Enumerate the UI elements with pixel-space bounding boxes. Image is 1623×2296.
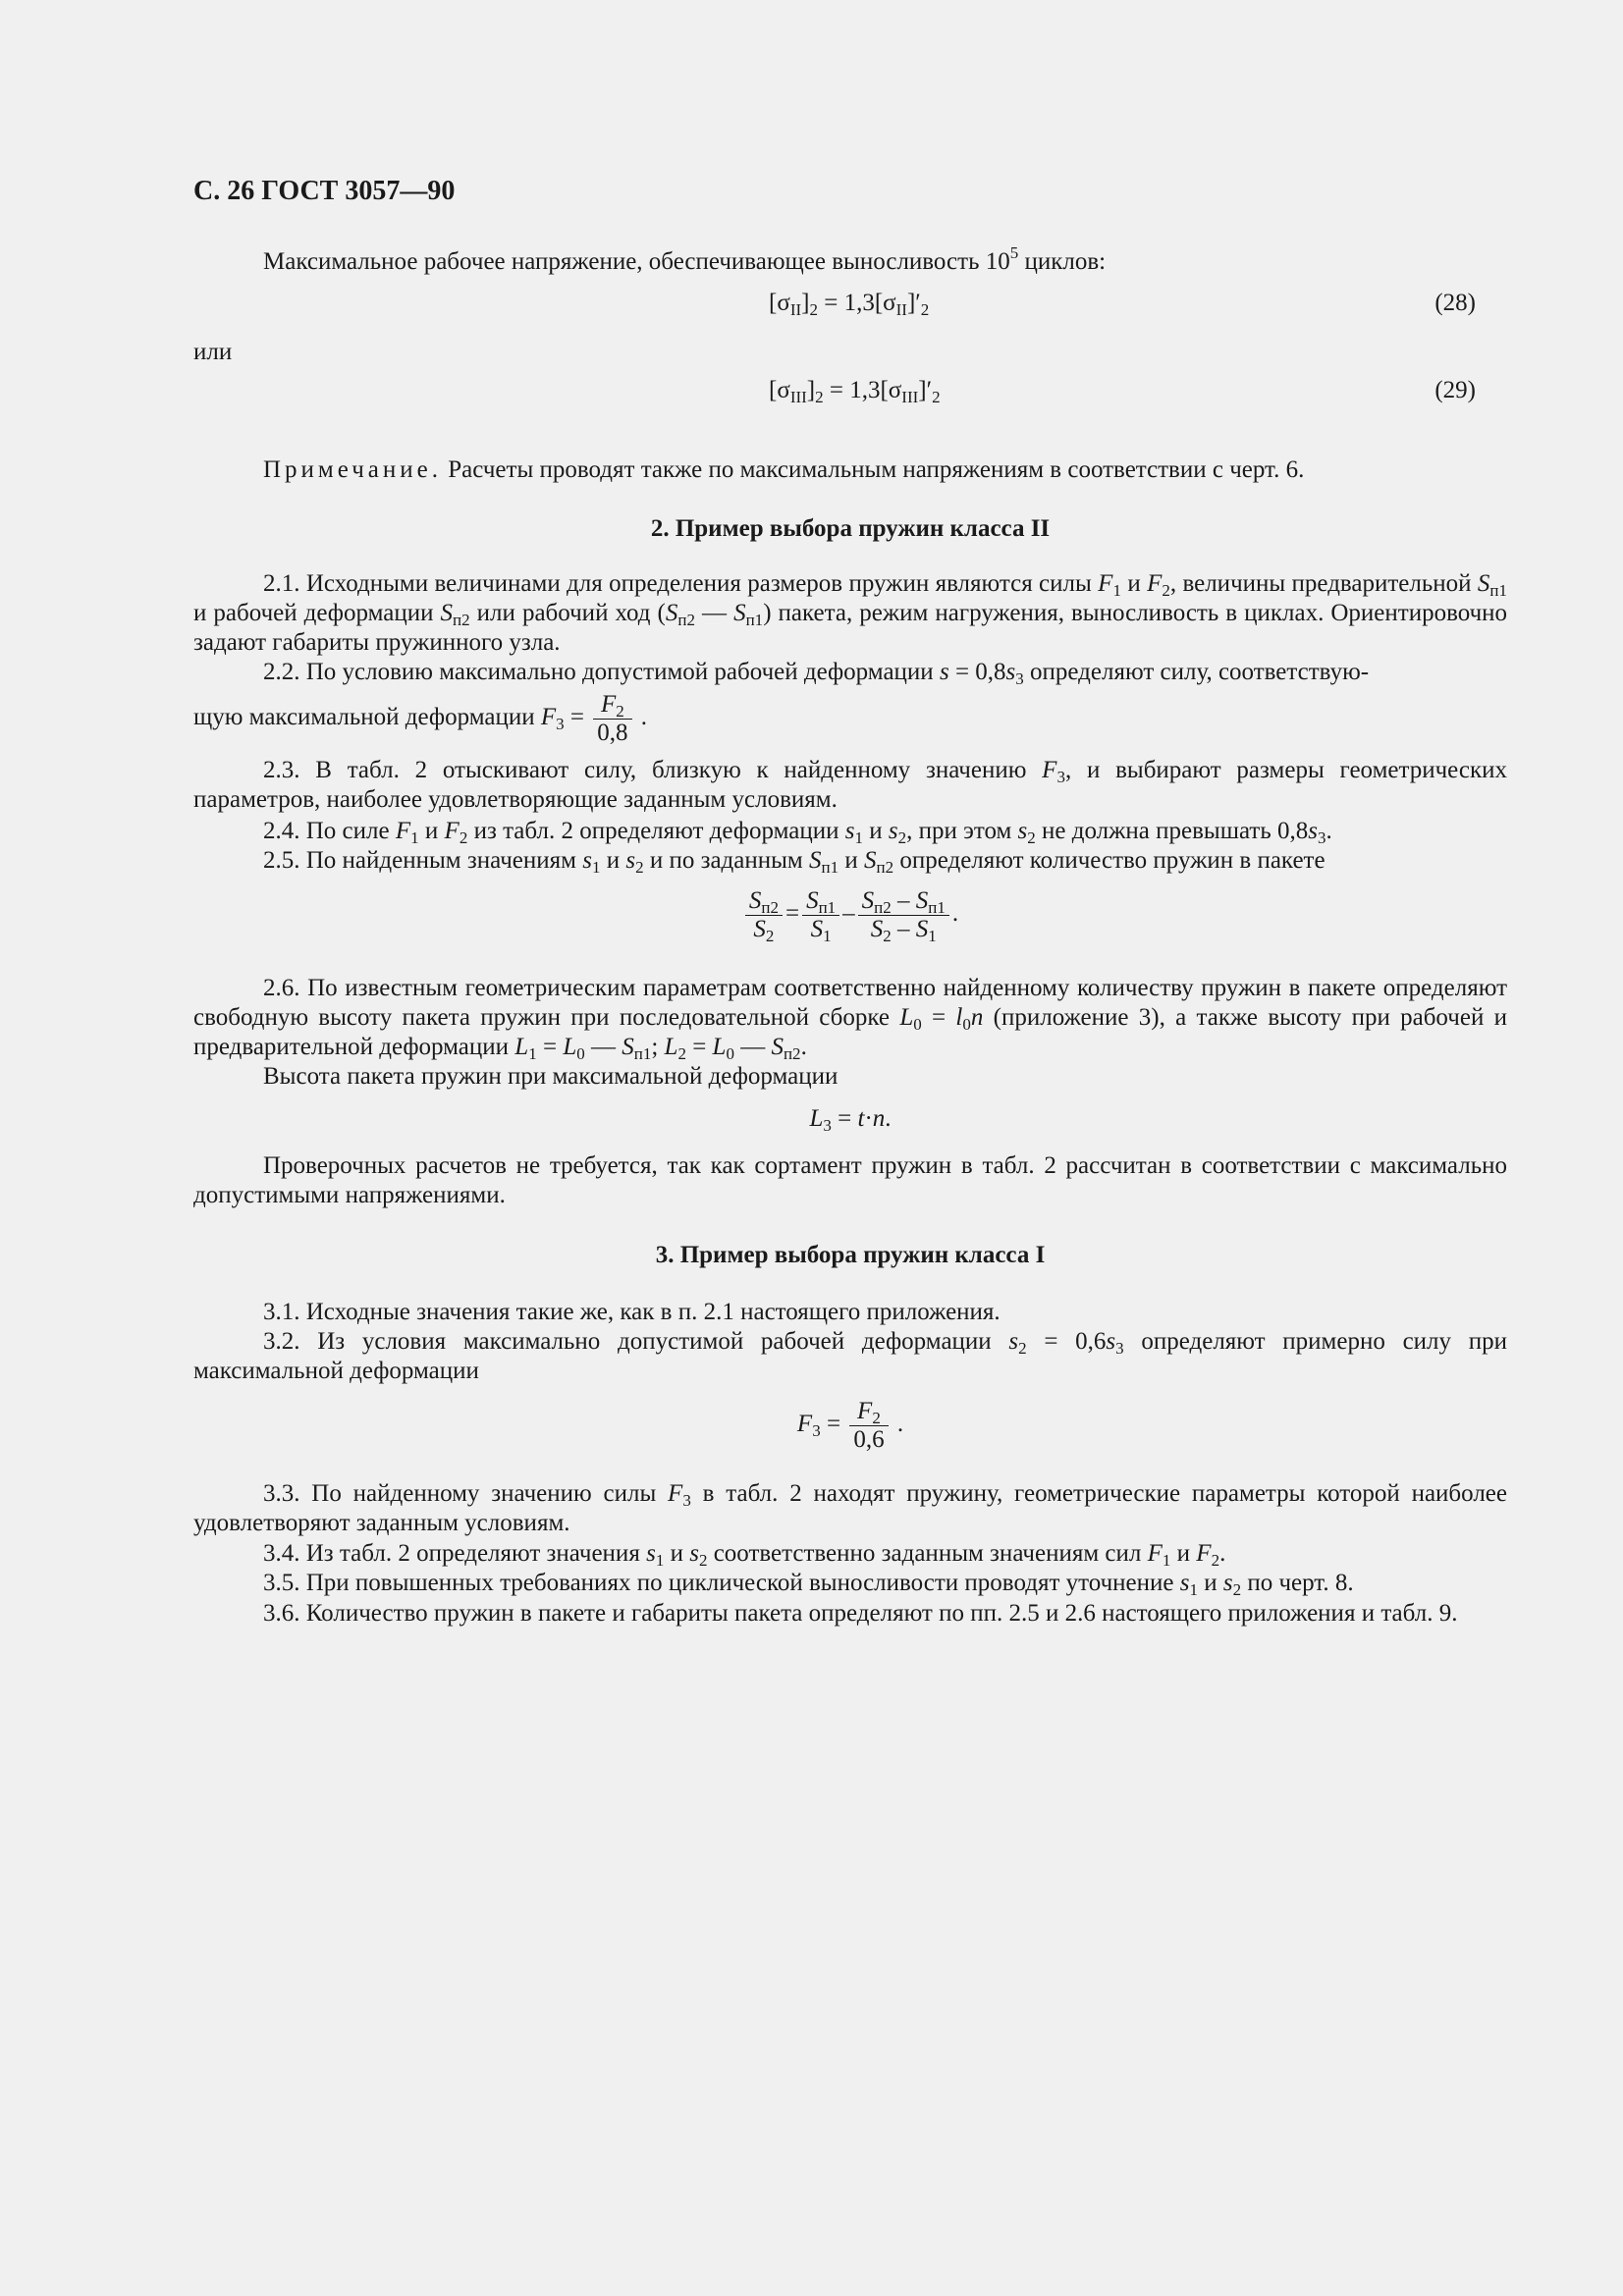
- paragraph-3-1: 3.1. Исходные значения такие же, как в п. 2.1 настоящего приложения.: [263, 1299, 1001, 1325]
- fraction-f2-over-08: $\frac{F_2}{0,8}$: [593, 691, 631, 747]
- paragraph-3-4: 3.4. Из табл. 2 определяют значения $s_1$ и $s_2$ соответственно заданным значениям сил $F_1$ и $F_2$.: [263, 1540, 1226, 1570]
- equation-l3: $L_3 = t\cdot n$.: [809, 1105, 892, 1135]
- paragraph-3-3: 3.3. По найденному значению силы $F_3$ в табл. 2 находят пружину, геометрические параметры которой наиболее удовлетворяют заданным условиям.: [193, 1480, 1507, 1536]
- paragraph-2-4: 2.4. По силе $F_1$ и $F_2$ из табл. 2 определяют деформации $s_1$ и $s_2$, при этом $s_2$ не должна превышать $0,8s_3$.: [263, 818, 1332, 847]
- verification-text: Проверочных расчетов не требуется, так как сортамент пружин в табл. 2 рассчитан в соответствии с максимально допустимыми напряжениями.: [193, 1152, 1507, 1208]
- or-word: или: [193, 339, 233, 365]
- equation-package-count: $\frac{S_{п2}}{S_2}$ = $\frac{S_{п1}}{S_1}$ – $\frac{S_{п2} - S_{п1}}{S_2 - S_1}$ .: [193, 887, 1507, 943]
- equation-29-number: (29): [1434, 377, 1476, 403]
- equation-f3: $F_3$ = $\frac{F_2}{0,6}$ .: [796, 1398, 904, 1453]
- page-header: С. 26 ГОСТ 3057—90: [193, 176, 456, 206]
- note: Примечание. Расчеты проводят также по максимальным напряжениям в соответствии с черт. 6.: [263, 456, 1305, 483]
- paragraph-2-6: 2.6. По известным геометрическим параметрам соответственно найденному количеству пружин в пакете определяют свободную высоту пакета пружин при последовательной сборке $L_0 = l_0n$ (приложение 3), а также высоту при рабочей и предварительной деформации $L_1 = L_0$ — $S_{п1}$; $L_2 = L_0$ — $S_{п2}$.: [193, 975, 1507, 1063]
- section-2-title: 2. Пример выбора пружин класса II: [650, 515, 1051, 542]
- paragraph-2-3: 2.3. В табл. 2 отыскивают силу, близкую к найденному значению $F_3$, и выбирают размеры геометрических параметров, наиболее удовлетворяющие заданным условиям.: [193, 757, 1508, 813]
- paragraph-2-1: 2.1. Исходными величинами для определения размеров пружин являются силы $F_1$ и $F_2$, величины предварительной $S_{п1}$ и рабочей деформации $S_{п2}$ или рабочий ход ($S_{п2}$ — $S_{п1}$) пакета, режим нагружения, выносливость в циклах. Ориентировочно задают габариты пружинного узла.: [193, 570, 1508, 656]
- paragraph-2-2-line1: 2.2. По условию максимально допустимой рабочей деформации $s = 0,8s_3$ определяют силу, соответствую-: [263, 659, 1370, 688]
- paragraph-3-5: 3.5. При повышенных требованиях по циклической выносливости проводят уточнение $s_1$ и $s_2$ по черт. 8.: [263, 1570, 1354, 1599]
- paragraph-3-2: 3.2. Из условия максимально допустимой рабочей деформации $s_2 = 0,6s_3$ определяют примерно силу при максимальной деформации: [193, 1328, 1507, 1384]
- equation-28-number: (28): [1434, 290, 1476, 316]
- equation-28: $[\sigma_{II}]_2 = 1,3[\sigma_{II}]'_2$: [769, 290, 930, 319]
- paragraph-2-5: 2.5. По найденным значениям $s_1$ и $s_2$ и по заданным $S_{п1}$ и $S_{п2}$ определяют количество пружин в пакете: [263, 847, 1325, 877]
- section-3-title: 3. Пример выбора пружин класса I: [655, 1242, 1046, 1268]
- paragraph-3-6: 3.6. Количество пружин в пакете и габариты пакета определяют по пп. 2.5 и 2.6 настоящего приложения и табл. 9.: [263, 1600, 1458, 1627]
- intro-text: Максимальное рабочее напряжение, обеспечивающее выносливость $10^5$ циклов:: [263, 243, 1107, 275]
- equation-29: $[\sigma_{III}]_2 = 1,3[\sigma_{III}]'_2$: [769, 377, 941, 406]
- paragraph-2-2-line2: щую максимальной деформации $F_3$ = $\frac{F_2}{0,8}$ .: [193, 691, 647, 746]
- max-height-text: Высота пакета пружин при максимальной деформации: [263, 1063, 839, 1090]
